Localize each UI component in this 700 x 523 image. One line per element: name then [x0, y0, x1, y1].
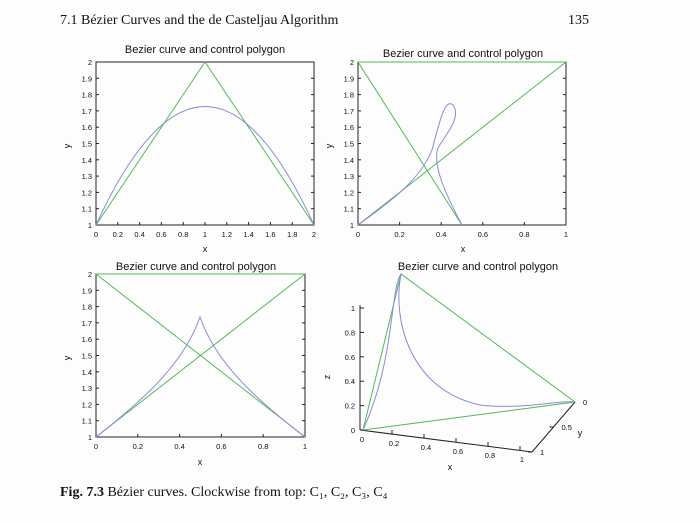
y-tick-label: 1.5 — [81, 139, 92, 149]
panel-4-x-axis — [360, 430, 532, 452]
panel-1-xlabel: x — [202, 244, 208, 254]
panel-4-xlabel: x — [447, 462, 453, 472]
x-tick-label: 0.4 — [134, 230, 145, 239]
x-tick-label: 0.6 — [216, 442, 227, 451]
panel-3 — [62, 261, 307, 467]
y-tick-label: 1.9 — [343, 74, 354, 84]
figure-caption-text: Bézier curves. Clockwise from top: C₁, C₂, C₃, C₄ — [107, 485, 388, 500]
x-tick-label: 0.8 — [177, 230, 189, 239]
y-tick-label: 0 — [583, 398, 588, 407]
y-tick-label: 1.8 — [343, 90, 354, 100]
panel-1-title: Bezier curve and control polygon — [124, 44, 286, 56]
x-tick-label: 0.8 — [484, 451, 496, 460]
x-tick-label: 2 — [311, 230, 317, 239]
y-tick-label: 1.7 — [81, 318, 92, 328]
x-tick-label: 0.2 — [394, 230, 405, 239]
y-tick-label: 1.8 — [81, 302, 92, 312]
x-tick-label: 0.4 — [435, 230, 447, 239]
y-tick-label: 2 — [87, 270, 92, 279]
panel-3-title: Bezier curve and control polygon — [115, 261, 277, 273]
panel-1 — [62, 44, 316, 254]
panel-3-bezier-curve — [96, 317, 305, 437]
x-tick-label: 0.2 — [112, 230, 124, 239]
panel-2-control-polygon — [358, 62, 566, 225]
x-tick-label: 0.2 — [132, 442, 144, 451]
running-header: 7.1 Bézier Curves and the de Casteljau Algorithm — [60, 13, 339, 28]
y-tick-label: 1 — [349, 221, 354, 230]
figure-label: Fig. 7.3 — [60, 485, 104, 500]
panel-4 — [322, 261, 587, 472]
panel-3-ylabel: y — [62, 355, 72, 361]
x-tick-label: 0.8 — [519, 230, 530, 239]
x-tick-label: 1 — [563, 230, 569, 239]
x-tick-label: 0.6 — [477, 230, 489, 239]
panel-4-title: Bezier curve and control polygon — [397, 261, 559, 273]
y-tick-label: 1.6 — [343, 123, 354, 133]
y-tick-label: 1.1 — [81, 204, 92, 214]
y-tick-label: 1 — [87, 221, 92, 230]
z-tick-label: 0.6 — [344, 352, 355, 362]
x-tick-label: 1 — [202, 230, 208, 239]
y-tick-label: 1.8 — [81, 90, 92, 100]
page-number: 135 — [568, 13, 589, 28]
x-tick-label: 0 — [355, 230, 361, 239]
panel-2-bezier-curve — [358, 104, 462, 225]
panel-2-title: Bezier curve and control polygon — [382, 48, 544, 60]
x-tick-label: 1.4 — [243, 230, 254, 239]
z-tick-label: 0.2 — [344, 401, 355, 411]
panel-1-bezier-curve — [96, 107, 314, 226]
y-tick-label: 1.6 — [81, 123, 92, 133]
panel-1-control-polygon — [96, 62, 314, 225]
z-tick-label: 1 — [350, 304, 355, 313]
y-tick-label: 1.7 — [343, 106, 354, 116]
y-tick-label: 1 — [87, 433, 92, 442]
y-tick-label: 1.5 — [343, 139, 354, 149]
y-tick-label: 2 — [87, 58, 92, 67]
x-tick-label: 1.2 — [221, 230, 233, 239]
figure-caption — [60, 485, 388, 501]
y-tick-label: 1.4 — [81, 155, 92, 165]
y-tick-label: 1.2 — [81, 188, 92, 198]
y-tick-label: 1.2 — [343, 188, 354, 198]
x-tick-label: 0 — [93, 230, 99, 239]
y-tick-label: 1.9 — [81, 286, 92, 296]
z-tick-label: 0.8 — [344, 328, 355, 338]
y-tick-label: 1.9 — [81, 74, 92, 84]
y-tick-label: 2 — [349, 58, 354, 67]
x-tick-label: 1.8 — [286, 230, 298, 239]
panel-3-xlabel: x — [197, 457, 203, 467]
x-tick-label: 0 — [93, 442, 99, 451]
x-tick-label: 1 — [519, 455, 525, 464]
panel-2-ylabel: y — [324, 143, 334, 149]
x-tick-label: 0.8 — [257, 442, 269, 451]
panel-3-control-polygon — [96, 274, 305, 437]
y-tick-label: 0.5 — [561, 423, 572, 432]
x-tick-label: 0.6 — [156, 230, 167, 239]
y-tick-label: 1.2 — [81, 400, 92, 410]
panel-2-xlabel: x — [460, 244, 466, 254]
x-tick-label: 0.6 — [452, 447, 464, 456]
x-tick-label: 1 — [302, 442, 308, 451]
y-tick-label: 1.4 — [343, 155, 354, 165]
x-tick-label: 1.6 — [265, 230, 276, 239]
z-tick-label: 0 — [350, 426, 355, 435]
y-tick-label: 1.4 — [81, 367, 92, 377]
y-tick-label: 1.5 — [81, 351, 92, 361]
panel-1-ylabel: y — [62, 143, 72, 149]
x-tick-label: 0.4 — [420, 443, 432, 452]
x-tick-label: 0.2 — [388, 439, 400, 448]
y-tick-label: 1.3 — [81, 384, 92, 394]
x-tick-label: 0.4 — [174, 442, 185, 451]
panel-1-frame — [96, 62, 314, 225]
y-tick-label: 1.3 — [81, 172, 92, 182]
y-tick-label: 1 — [540, 448, 545, 457]
z-tick-label: 0.4 — [344, 377, 355, 387]
y-tick-label: 1.1 — [343, 204, 354, 214]
panel-4-ylabel: y — [577, 428, 583, 438]
panel-4-zlabel: z — [322, 374, 332, 380]
y-tick-label: 1.7 — [81, 106, 92, 116]
y-tick-label: 1.1 — [81, 416, 92, 426]
x-tick-label: 0 — [359, 435, 365, 444]
y-tick-label: 1.3 — [343, 172, 354, 182]
panel-2 — [324, 48, 568, 254]
y-tick-label: 1.6 — [81, 335, 92, 345]
